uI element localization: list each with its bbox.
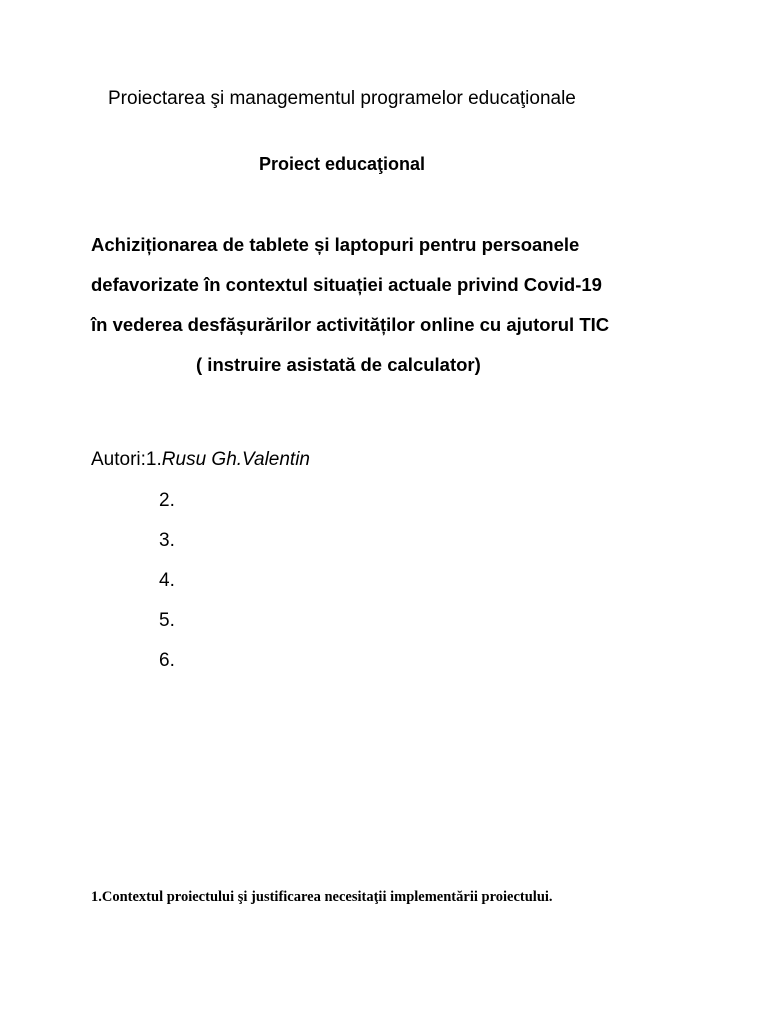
- authors-line: [91, 449, 310, 471]
- section-heading: 1.Contextul proiectului şi justificarea necesitaţii implementării proiectului.: [91, 889, 553, 905]
- author-name-1: Rusu Gh.Valentin: [161, 449, 310, 470]
- author-number-6: 6.: [159, 650, 175, 671]
- authors-label: Autori:: [91, 449, 146, 470]
- author-number-2: 2.: [159, 490, 175, 511]
- project-title-line-4: ( instruire asistată de calculator): [196, 354, 481, 375]
- project-title-line-1: Achiziționarea de tablete și laptopuri pentru persoanele: [91, 234, 580, 255]
- project-title-line-3: în vederea desfășurărilor activităților online cu ajutorul TIC: [91, 314, 610, 335]
- author-number-5: 5.: [159, 610, 175, 631]
- document-kind-heading: Proiect educaţional: [259, 154, 426, 174]
- author-number-1: 1.: [145, 449, 162, 470]
- course-subject: Proiectarea şi managementul programelor educaţionale: [108, 88, 576, 109]
- project-title-line-2: defavorizate în contextul situației actuale privind Covid-19: [91, 274, 602, 295]
- author-number-4: 4.: [159, 570, 175, 591]
- author-number-3: 3.: [159, 530, 175, 551]
